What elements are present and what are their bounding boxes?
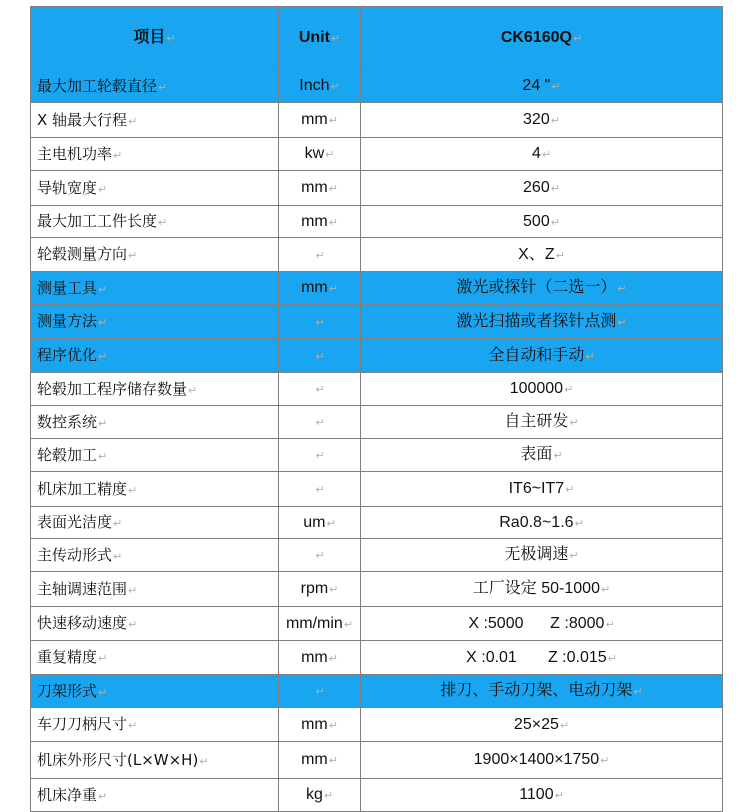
table-row [31, 305, 723, 339]
item-cell [31, 373, 279, 406]
header-unit-cell [279, 7, 361, 70]
paragraph-mark-icon: ↵ [98, 282, 108, 296]
paragraph-mark-icon: ↵ [328, 651, 338, 665]
value-label: 24 " [522, 77, 551, 95]
value-cell [361, 439, 723, 472]
item-cell [31, 339, 279, 373]
unit-cell [279, 472, 361, 507]
paragraph-mark-icon: ↵ [113, 148, 123, 162]
item-cell [31, 572, 279, 607]
value-label: 激光扫描或者探针点测 [456, 312, 617, 330]
unit-cell [279, 641, 361, 675]
item-cell [31, 305, 279, 339]
paragraph-mark-icon: ↵ [328, 114, 338, 128]
item-label: 测量工具 [37, 278, 98, 297]
unit-cell [279, 742, 361, 779]
paragraph-mark-icon: ↵ [158, 216, 168, 230]
header-item-cell [31, 7, 279, 70]
table-row [31, 206, 723, 238]
header-unit-label: Unit [298, 29, 330, 47]
value-label: 320 [523, 111, 550, 129]
paragraph-mark-icon: ↵ [330, 80, 340, 94]
unit-label: Inch [299, 77, 330, 95]
paragraph-mark-icon: ↵ [585, 349, 595, 363]
item-cell [31, 70, 279, 103]
unit-cell [279, 373, 361, 406]
item-cell [31, 641, 279, 675]
paragraph-mark-icon: ↵ [553, 449, 563, 463]
item-label: 车刀刀柄尺寸 [37, 715, 128, 734]
value-cell [361, 70, 723, 103]
paragraph-mark-icon: ↵ [617, 282, 627, 296]
paragraph-mark-icon: ↵ [328, 754, 338, 768]
unit-label: mm [301, 179, 328, 197]
paragraph-mark-icon: ↵ [315, 483, 325, 497]
item-cell [31, 406, 279, 439]
paragraph-mark-icon: ↵ [633, 685, 643, 699]
unit-cell [279, 708, 361, 742]
paragraph-mark-icon: ↵ [572, 33, 583, 46]
item-cell [31, 472, 279, 507]
unit-cell [279, 138, 361, 171]
value-label: 260 [523, 179, 550, 197]
paragraph-mark-icon: ↵ [315, 449, 325, 463]
item-label: 测量方法 [37, 312, 98, 331]
paragraph-mark-icon: ↵ [98, 449, 108, 463]
paragraph-mark-icon: ↵ [188, 383, 198, 397]
value-label: 1900×1400×1750 [473, 751, 600, 769]
paragraph-mark-icon: ↵ [569, 549, 579, 563]
unit-cell [279, 572, 361, 607]
paragraph-mark-icon: ↵ [329, 583, 339, 597]
paragraph-mark-icon: ↵ [128, 618, 138, 632]
value-cell [361, 206, 723, 238]
value-cell [361, 238, 723, 272]
item-cell [31, 171, 279, 206]
paragraph-mark-icon: ↵ [315, 383, 325, 397]
unit-label: mm [301, 715, 328, 733]
item-label: 轮毂测量方向 [37, 245, 128, 264]
table-row [31, 539, 723, 572]
paragraph-mark-icon: ↵ [607, 651, 617, 665]
unit-label: kg [305, 786, 323, 804]
item-cell [31, 539, 279, 572]
value-cell [361, 103, 723, 138]
paragraph-mark-icon: ↵ [98, 316, 108, 330]
item-label: 表面光洁度 [37, 513, 113, 532]
value-label: 全自动和手动 [488, 346, 585, 364]
paragraph-mark-icon: ↵ [326, 516, 336, 530]
item-cell [31, 607, 279, 641]
paragraph-mark-icon: ↵ [325, 148, 335, 162]
table-row [31, 641, 723, 675]
item-cell [31, 138, 279, 171]
value-cell [361, 572, 723, 607]
paragraph-mark-icon: ↵ [555, 248, 565, 262]
table-row [31, 779, 723, 812]
unit-cell [279, 70, 361, 103]
value-cell [361, 138, 723, 171]
value-label: 自主研发 [504, 413, 569, 431]
item-cell [31, 272, 279, 305]
value-label: IT6~IT7 [508, 480, 565, 498]
item-label: 主传动形式 [37, 545, 113, 564]
item-label: 机床加工精度 [37, 479, 128, 498]
item-cell [31, 103, 279, 138]
item-cell [31, 779, 279, 812]
unit-cell [279, 779, 361, 812]
paragraph-mark-icon: ↵ [128, 719, 138, 733]
item-cell [31, 439, 279, 472]
paragraph-mark-icon: ↵ [98, 350, 108, 364]
value-label: X :0.01 Z :0.015 [466, 648, 607, 666]
unit-cell [279, 439, 361, 472]
value-cell [361, 708, 723, 742]
header-model-label: CK6160Q [500, 29, 572, 47]
unit-cell [279, 406, 361, 439]
table-row [31, 103, 723, 138]
table-row [31, 439, 723, 472]
paragraph-mark-icon: ↵ [315, 685, 325, 699]
paragraph-mark-icon: ↵ [569, 416, 579, 430]
paragraph-mark-icon: ↵ [605, 617, 615, 631]
table-row [31, 70, 723, 103]
item-label: 主轴调速范围 [37, 579, 128, 598]
value-label: 100000 [509, 380, 564, 398]
unit-cell [279, 539, 361, 572]
paragraph-mark-icon: ↵ [343, 617, 354, 631]
paragraph-mark-icon: ↵ [550, 182, 560, 196]
table-row [31, 742, 723, 779]
paragraph-mark-icon: ↵ [559, 718, 570, 732]
value-label: 1100 [519, 786, 554, 804]
table-row [31, 171, 723, 206]
unit-cell [279, 206, 361, 238]
value-cell [361, 507, 723, 539]
spec-table-body [31, 7, 723, 812]
value-label: 25×25 [513, 715, 559, 733]
paragraph-mark-icon: ↵ [128, 583, 138, 597]
paragraph-mark-icon: ↵ [564, 383, 574, 397]
item-label: X 轴最大行程 [37, 110, 128, 129]
value-cell [361, 539, 723, 572]
paragraph-mark-icon: ↵ [98, 182, 108, 196]
table-row [31, 507, 723, 539]
unit-label: mm [301, 279, 328, 297]
paragraph-mark-icon: ↵ [554, 789, 564, 803]
header-model-cell [361, 7, 723, 70]
table-row [31, 708, 723, 742]
unit-cell [279, 305, 361, 339]
paragraph-mark-icon: ↵ [330, 33, 341, 46]
table-row [31, 472, 723, 507]
item-label: 导轨宽度 [37, 178, 98, 197]
unit-cell [279, 339, 361, 373]
value-label: X、Z [518, 245, 555, 263]
paragraph-mark-icon: ↵ [323, 789, 334, 803]
paragraph-mark-icon: ↵ [98, 685, 108, 699]
unit-cell [279, 103, 361, 138]
unit-cell [279, 171, 361, 206]
unit-cell [279, 607, 361, 641]
paragraph-mark-icon: ↵ [98, 652, 108, 666]
item-label: 机床外形尺寸(L×W×H) [37, 750, 199, 769]
item-cell [31, 507, 279, 539]
item-cell [31, 238, 279, 272]
paragraph-mark-icon: ↵ [328, 718, 338, 732]
value-label: Ra0.8~1.6 [499, 513, 574, 531]
paragraph-mark-icon: ↵ [328, 182, 338, 196]
value-cell [361, 607, 723, 641]
spec-table [30, 6, 723, 812]
item-label: 刀架形式 [37, 681, 98, 700]
table-row [31, 238, 723, 272]
table-row [31, 373, 723, 406]
value-cell [361, 373, 723, 406]
item-cell [31, 708, 279, 742]
table-row [31, 607, 723, 641]
item-label: 最大加工轮毂直径 [37, 76, 158, 95]
paragraph-mark-icon: ↵ [315, 549, 325, 563]
paragraph-mark-icon: ↵ [199, 754, 209, 768]
item-label: 最大加工工件长度 [37, 212, 158, 231]
paragraph-mark-icon: ↵ [565, 483, 575, 497]
value-label: 500 [523, 212, 550, 230]
paragraph-mark-icon: ↵ [315, 315, 325, 329]
value-cell [361, 641, 723, 675]
unit-label: mm [301, 212, 328, 230]
table-row [31, 138, 723, 171]
header-item-label: 项目 [133, 29, 166, 47]
value-label: 4 [531, 145, 541, 163]
unit-label: mm [301, 751, 328, 769]
unit-cell [279, 507, 361, 539]
paragraph-mark-icon: ↵ [98, 416, 108, 430]
item-label: 快速移动速度 [37, 614, 128, 633]
unit-cell [279, 238, 361, 272]
unit-cell [279, 272, 361, 305]
unit-label: kw [304, 145, 325, 163]
paragraph-mark-icon: ↵ [574, 516, 584, 530]
paragraph-mark-icon: ↵ [328, 282, 338, 296]
paragraph-mark-icon: ↵ [128, 483, 138, 497]
table-row [31, 572, 723, 607]
item-label: 轮毂加工程序储存数量 [37, 379, 188, 398]
value-label: 工厂设定 50-1000 [472, 580, 600, 598]
paragraph-mark-icon: ↵ [128, 249, 138, 263]
paragraph-mark-icon: ↵ [113, 517, 123, 531]
value-cell [361, 339, 723, 373]
paragraph-mark-icon: ↵ [328, 215, 338, 229]
paragraph-mark-icon: ↵ [315, 416, 325, 430]
unit-label: mm [301, 111, 328, 129]
value-cell [361, 171, 723, 206]
table-row [31, 272, 723, 305]
value-label: X :5000 Z :8000 [468, 614, 605, 632]
unit-label: mm/min [285, 614, 343, 632]
table-row [31, 675, 723, 708]
unit-cell [279, 675, 361, 708]
item-label: 机床净重 [37, 785, 98, 804]
item-label: 轮毂加工 [37, 445, 98, 464]
value-cell [361, 272, 723, 305]
value-label: 激光或探针（二选一） [456, 279, 617, 297]
item-label: 数控系统 [37, 412, 98, 431]
table-row [31, 406, 723, 439]
value-cell [361, 779, 723, 812]
paragraph-mark-icon: ↵ [315, 349, 325, 363]
item-cell [31, 742, 279, 779]
paragraph-mark-icon: ↵ [158, 80, 168, 94]
unit-label: um [303, 513, 326, 531]
paragraph-mark-icon: ↵ [617, 315, 627, 329]
paragraph-mark-icon: ↵ [113, 549, 123, 563]
paragraph-mark-icon: ↵ [600, 583, 611, 597]
paragraph-mark-icon: ↵ [600, 754, 610, 768]
paragraph-mark-icon: ↵ [128, 114, 138, 128]
item-cell [31, 206, 279, 238]
value-cell [361, 675, 723, 708]
value-label: 排刀、手动刀架、电动刀架 [440, 682, 633, 700]
item-label: 程序优化 [37, 346, 98, 365]
paragraph-mark-icon: ↵ [551, 80, 561, 94]
value-label: 表面 [520, 446, 553, 464]
item-label: 主电机功率 [37, 144, 113, 163]
unit-label: rpm [300, 580, 329, 598]
value-cell [361, 406, 723, 439]
value-cell [361, 472, 723, 507]
table-row [31, 339, 723, 373]
value-cell [361, 305, 723, 339]
unit-label: mm [301, 648, 328, 666]
value-label: 无极调速 [504, 546, 569, 564]
item-label: 重复精度 [37, 648, 98, 667]
paragraph-mark-icon: ↵ [315, 248, 325, 262]
value-cell [361, 742, 723, 779]
item-cell [31, 675, 279, 708]
paragraph-mark-icon: ↵ [541, 148, 552, 162]
paragraph-mark-icon: ↵ [166, 33, 176, 46]
paragraph-mark-icon: ↵ [550, 114, 560, 128]
header-row [31, 7, 723, 70]
paragraph-mark-icon: ↵ [550, 215, 560, 229]
paragraph-mark-icon: ↵ [98, 789, 108, 803]
